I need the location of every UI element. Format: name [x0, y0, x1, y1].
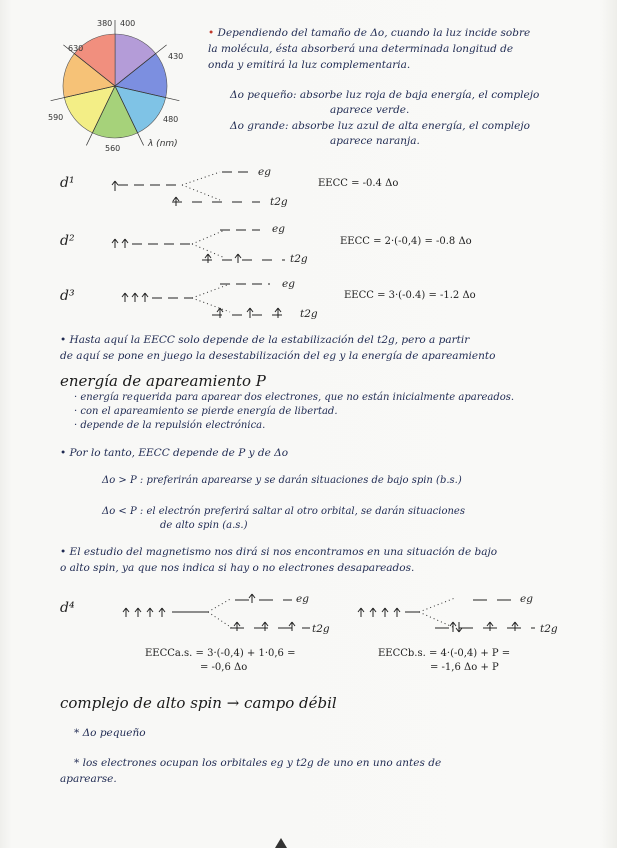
d3-t2g-label: t2g [300, 308, 318, 320]
weak-bullet-1: * Δo pequeño [74, 727, 146, 739]
color-wheel [51, 20, 180, 145]
eecc-depends-line: • Por lo tanto, EECC depende de P y de Δo [60, 447, 289, 459]
magnetism-line-1: • El estudio del magnetismo nos dirá si nos encontramos en una situación de bajo [60, 546, 498, 558]
wheel-label-560: 560 [105, 144, 121, 153]
d4-ls-eecc: EECCb.s. = 4·(-0,4) + P = [378, 648, 511, 659]
pairing-bullet-1: · energía requerida para aparear dos electrones, que no están inicialmente apareados. [74, 392, 515, 403]
d3-eg-label: eg [282, 278, 295, 290]
d1-eecc: EECC = -0.4 Δo [318, 178, 399, 189]
wheel-label-480: 480 [163, 115, 179, 124]
delta-lt-p-line-2: de alto spin (a.s.) [160, 520, 248, 531]
wheel-label-590: 590 [48, 113, 64, 122]
delta-gt-p-line: Δo > P : preferirán aparearse y se darán situaciones de bajo spin (b.s.) [102, 475, 462, 486]
config-d1-label: d¹ [60, 175, 75, 191]
d1-eg-label: eg [258, 166, 271, 178]
config-d4-label: d⁴ [60, 600, 75, 616]
pairing-title: energía de apareamiento P [60, 372, 266, 390]
weak-bullet-2-cont: aparearse. [60, 773, 117, 785]
pairing-bullet-3: · depende de la repulsión electrónica. [74, 420, 266, 431]
intro-line-3: onda y emitirá la luz complementaria. [208, 59, 411, 71]
weak-field-title: complejo de alto spin → campo débil [60, 694, 337, 712]
d4-ls-t2g-label: t2g [540, 623, 558, 635]
d4-ls-eg-label: eg [520, 593, 533, 605]
large-delta-line: Δo grande: absorbe luz azul de alta energía, el complejo [230, 120, 530, 132]
wheel-label-630: 630 [68, 44, 84, 53]
d4-ls-result: = -1,6 Δo + P [430, 662, 499, 673]
color-wheel-figure [40, 18, 200, 153]
intro-line-2: la molécula, ésta absorberá una determinada longitud de [208, 43, 514, 55]
config-d2-label: d² [60, 233, 75, 249]
d4-hs-result: = -0,6 Δo [200, 662, 248, 673]
d1-t2g-label: t2g [270, 196, 288, 208]
note-line-2: de aquí se pone en juego la desestabilización del eg y la energía de apareamiento [60, 350, 496, 362]
delta-lt-p-line: Δo < P : el electrón preferirá saltar al otro orbital, se darán situaciones [102, 506, 465, 517]
d2-t2g-label: t2g [290, 253, 308, 265]
d4-hs-eg-label: eg [296, 593, 309, 605]
d2-eecc: EECC = 2·(-0,4) = -0.8 Δo [340, 236, 472, 247]
note-line-1: • Hasta aquí la EECC solo depende de la estabilización del t2g, pero a partir [60, 334, 470, 346]
large-delta-line-2: aparece naranja. [330, 135, 420, 147]
pairing-bullet-2: · con el apareamiento se pierde energía de libertad. [74, 406, 338, 417]
d4-hs-t2g-label: t2g [312, 623, 330, 635]
wavelength-axis-label: λ (nm) [148, 139, 178, 149]
wheel-label-430: 430 [168, 52, 184, 61]
weak-bullet-2: * los electrones ocupan los orbitales eg y t2g de uno en uno antes de [74, 757, 442, 769]
d3-eecc: EECC = 3·(-0.4) = -1.2 Δo [344, 290, 476, 301]
d4-hs-eecc: EECCa.s. = 3·(-0,4) + 1·0,6 = [145, 648, 296, 659]
d2-eg-label: eg [272, 223, 285, 235]
small-delta-line-2: aparece verde. [330, 104, 410, 116]
wheel-label-400: 400 [120, 19, 136, 28]
wheel-label-380: 380 [97, 19, 113, 28]
config-d3-label: d³ [60, 288, 75, 304]
magnetism-line-2: o alto spin, ya que nos indica si hay o no electrones desapareados. [60, 562, 415, 574]
intro-line-1: • Dependiendo del tamaño de Δo, cuando la luz incide sobre [208, 27, 531, 39]
small-delta-line: Δo pequeño: absorbe luz roja de baja energía, el complejo [230, 89, 540, 101]
page-fold-mark [275, 838, 287, 848]
